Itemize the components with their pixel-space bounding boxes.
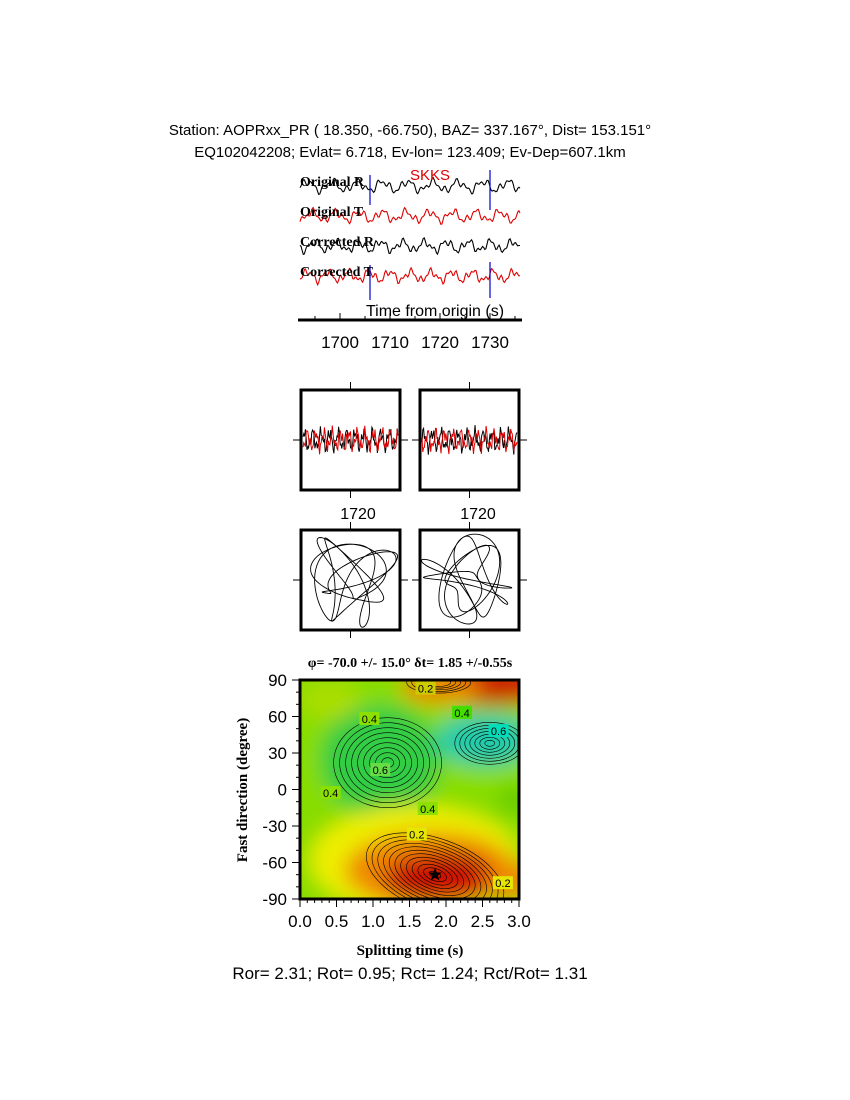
waveform-t xyxy=(303,426,398,455)
energy-map-title: φ= -70.0 +/- 15.0° δt= 1.85 +/-0.55s xyxy=(307,656,513,671)
waveform-panels xyxy=(293,382,527,523)
contour-label: 0.4 xyxy=(361,713,377,726)
time-tick-label: 1710 xyxy=(371,333,409,352)
x-tick-label: 0.0 xyxy=(288,912,312,931)
particle-motion-curve xyxy=(311,538,398,628)
contour-label: 0.4 xyxy=(454,707,470,720)
contour-label: 0.4 xyxy=(323,788,339,801)
time-tick-label: 1700 xyxy=(321,333,359,352)
header-station: Station: AOPRxx_PR ( 18.350, -66.750), BAZ= 337.167°, Dist= 153.151° xyxy=(168,122,652,139)
footer-ratios: Ror= 2.31; Rot= 0.95; Rct= 1.24; Rct/Rot= 1.31 xyxy=(232,964,588,983)
time-tick-label: 1730 xyxy=(471,333,509,352)
x-tick-label: 1.5 xyxy=(397,912,422,931)
x-tick-label: 2.0 xyxy=(434,912,458,931)
x-tick-label: 3.0 xyxy=(507,912,531,931)
x-tick-label: 0.5 xyxy=(324,912,349,931)
best-fit-star: ★ xyxy=(426,864,444,885)
trace-section xyxy=(298,167,522,352)
particle-motion-panels xyxy=(293,522,527,638)
wave-tick-label-before: 1720 xyxy=(340,506,376,523)
y-tick-label: -30 xyxy=(262,817,287,836)
particle-motion-curve xyxy=(421,534,511,624)
contour-label: 0.6 xyxy=(490,726,507,739)
y-tick-label: 0 xyxy=(277,780,287,800)
contour-label: 0.4 xyxy=(420,803,436,816)
energy-map xyxy=(235,650,565,959)
y-tick-label: 60 xyxy=(268,707,287,727)
trace-label-original-r: Original R xyxy=(300,175,365,190)
time-axis-label: Time from origin (s) xyxy=(365,303,505,320)
contour-label: 0.2 xyxy=(495,878,511,891)
energy-map-ylabel: Fast direction (degree) xyxy=(235,717,251,863)
wave-tick-label-after: 1720 xyxy=(460,506,496,523)
phase-label: SKKS xyxy=(409,167,451,184)
time-tick-label: 1720 xyxy=(421,333,459,352)
trace-label-corrected-t: Corrected T xyxy=(300,265,373,280)
y-tick-label: 30 xyxy=(268,744,287,763)
energy-map-xlabel: Splitting time (s) xyxy=(356,943,464,959)
x-tick-label: 1.0 xyxy=(361,912,385,931)
waveform-panel-before xyxy=(301,390,400,490)
y-tick-label: -90 xyxy=(262,890,287,909)
trace-label-corrected-r: Corrected R xyxy=(300,235,374,250)
contour-label: 0.6 xyxy=(372,765,388,778)
y-tick-label: 90 xyxy=(268,671,287,690)
contour-label: 0.2 xyxy=(409,829,425,842)
y-tick-label: -60 xyxy=(262,853,287,873)
contour-label: 0.2 xyxy=(417,683,434,696)
header-event: EQ102042208; Evlat= 6.718, Ev-lon= 123.409; Ev-Dep=607.1km xyxy=(194,144,626,161)
x-tick-label: 2.5 xyxy=(470,912,495,931)
trace-label-original-t: Original T xyxy=(300,205,364,220)
